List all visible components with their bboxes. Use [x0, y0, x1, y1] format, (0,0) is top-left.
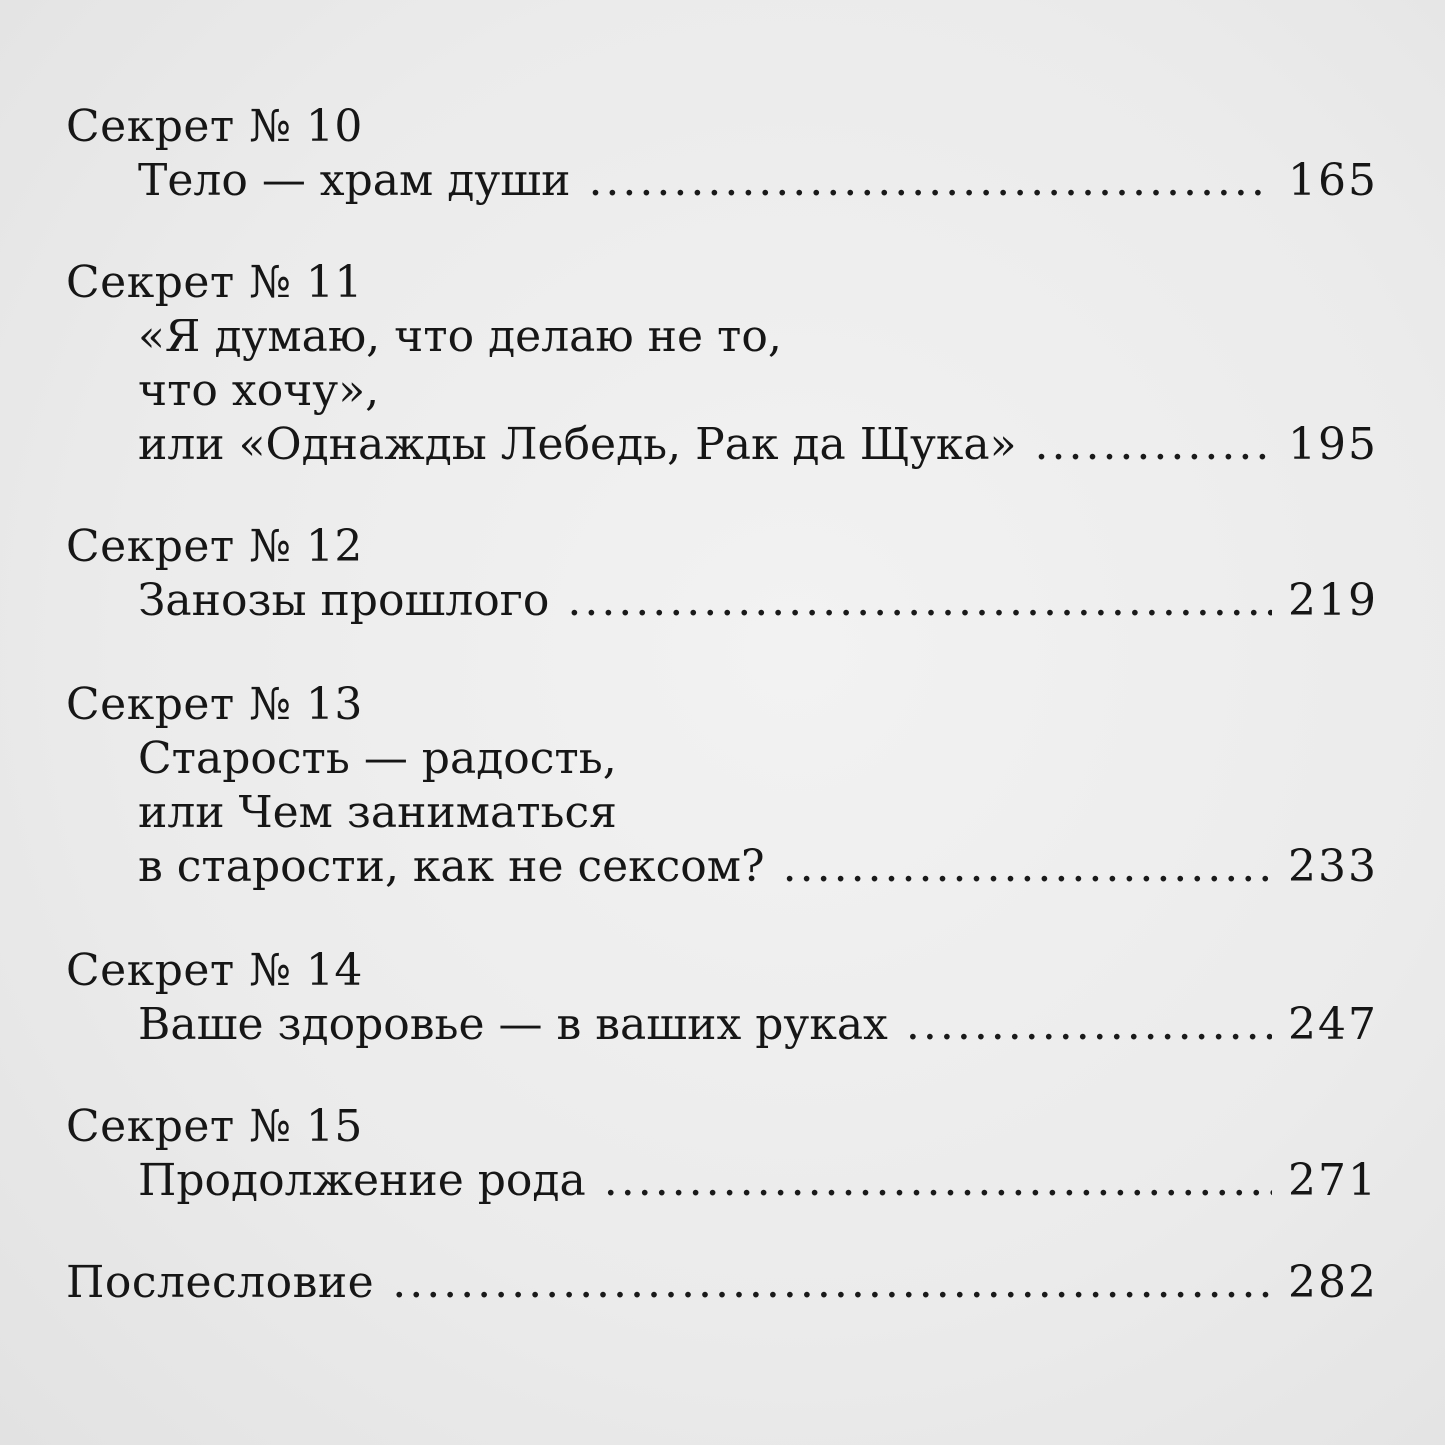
toc-page-number: 195 [1288, 419, 1378, 470]
toc-page-number: 233 [1288, 841, 1378, 892]
toc-entry-afterword [66, 1256, 1378, 1310]
toc-title-line [66, 840, 1378, 894]
toc-title-line [66, 574, 1378, 628]
toc-entry [66, 1100, 1378, 1208]
toc-title-line [66, 998, 1378, 1052]
toc-title: Ваше здоровье — в ваших руках [138, 999, 888, 1050]
dot-leader [1035, 418, 1273, 472]
toc-page-number: 247 [1288, 999, 1378, 1050]
dot-leader [604, 1154, 1272, 1208]
toc-entry [66, 944, 1378, 1052]
toc-title-line [66, 418, 1378, 472]
toc-title: что хочу», [138, 365, 380, 416]
toc-title: в старости, как не сексом? [138, 841, 765, 892]
toc-title-line [66, 154, 1378, 208]
toc-title-line [66, 1154, 1378, 1208]
dot-leader [567, 574, 1272, 628]
toc-heading: Секрет № 12 [66, 521, 363, 572]
toc-entry [66, 100, 1378, 208]
toc-title: Старость — радость, [138, 733, 617, 784]
dot-leader [906, 998, 1272, 1052]
toc-title: Занозы прошлого [138, 575, 550, 626]
toc-page-number: 219 [1288, 575, 1378, 626]
toc-title: или Чем заниматься [138, 787, 617, 838]
toc-heading: Секрет № 15 [66, 1101, 363, 1152]
toc-title: Послесловие [66, 1257, 375, 1308]
toc-heading: Секрет № 10 [66, 101, 363, 152]
toc-title: «Я думаю, что делаю не то, [138, 311, 782, 362]
toc-heading: Секрет № 14 [66, 945, 363, 996]
toc-entry [66, 520, 1378, 628]
toc-page-number: 271 [1288, 1155, 1378, 1206]
toc-entry [66, 256, 1378, 472]
toc-page-number: 165 [1288, 155, 1378, 206]
dot-leader [783, 840, 1272, 894]
toc-title: Продолжение рода [138, 1155, 586, 1206]
dot-leader [588, 154, 1272, 208]
toc-entry [66, 678, 1378, 894]
toc-heading: Секрет № 13 [66, 679, 363, 730]
toc-page-number: 282 [1288, 1257, 1378, 1308]
toc-heading: Секрет № 11 [66, 257, 363, 308]
toc-title: Тело — храм души [138, 155, 571, 206]
dot-leader [392, 1256, 1272, 1310]
toc-title-line [66, 1256, 1378, 1310]
toc-title: или «Однажды Лебедь, Рак да Щука» [138, 419, 1017, 470]
